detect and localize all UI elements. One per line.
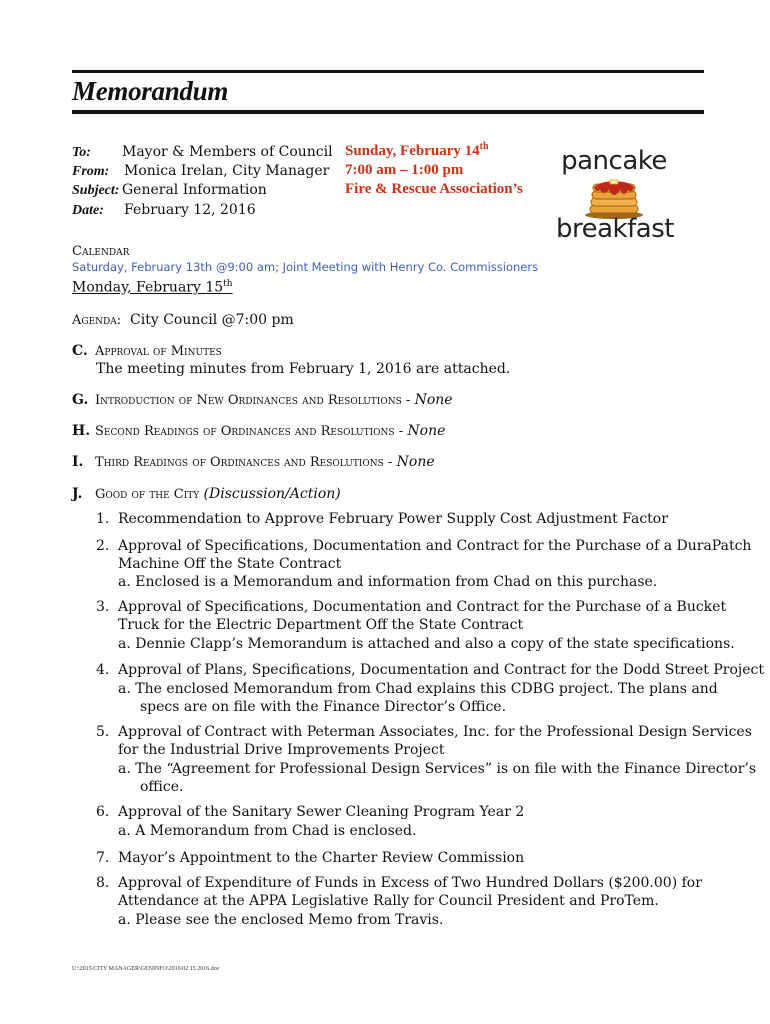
section-g: G. Introduction of New Ordinances and Resolutions - None [72,392,453,408]
calendar-heading: Calendar [72,244,130,259]
monday-heading: Monday, February 15th [72,279,233,296]
item-5-sub-a-line-2: office. [140,779,184,795]
item-7: Mayor’s Appointment to the Charter Review Commission [118,850,525,866]
pancake-breakfast-logo [556,142,672,246]
item-2-line-1: Approval of Specifications, Documentation and Contract for the Purchase of a DuraPatch [118,538,752,554]
calendar-meeting: Saturday, February 13th @9:00 am; Joint Meeting with Henry Co. Commissioners [72,260,539,274]
event-time: 7:00 am – 1:00 pm [345,162,464,178]
footer-file-path: U:\2015\CITY MANAGER\GENINFO\2016\02 15 2016.doc [72,966,220,972]
item-7-number: 7. [96,850,110,866]
logo-word-top: pancake [561,146,667,176]
item-8-sub-a: a. Please see the enclosed Memo from Travis. [118,912,444,928]
item-2-number: 2. [96,538,110,554]
item-5-line-2: for the Industrial Drive Improvements Project [118,742,445,758]
item-6: Approval of the Sanitary Sewer Cleaning Program Year 2 [118,804,525,820]
item-4-number: 4. [96,662,110,678]
to-label: To: [72,145,91,160]
item-6-sub-a: a. A Memorandum from Chad is enclosed. [118,823,417,839]
item-1: Recommendation to Approve February Power Supply Cost Adjustment Factor [118,511,668,527]
item-4-sub-a-line-1: a. The enclosed Memorandum from Chad explains this CDBG project. The plans and [118,681,718,697]
logo-word-bottom: breakfast [556,214,674,244]
item-6-number: 6. [96,804,110,820]
title-rule [72,110,704,114]
subject-value: General Information [122,182,267,198]
from-value: Monica Irelan, City Manager [124,163,330,179]
memo-title: Memorandum [72,76,229,106]
agenda-line [72,312,294,328]
date-label: Date: [72,203,104,218]
section-j: J. Good of the City (Discussion/Action) [72,486,341,502]
section-h: H. Second Readings of Ordinances and Resolutions - None [72,423,446,439]
event-date: Sunday, February 14 [345,143,480,159]
top-rule [72,70,704,73]
item-2-line-2: Machine Off the State Contract [118,556,342,572]
item-5-number: 5. [96,724,110,740]
from-label: From: [72,164,110,179]
item-8-line-2: Attendance at the APPA Legislative Rally for Council President and ProTem. [118,893,659,909]
section-c: C. Approval of Minutes [72,343,222,359]
section-i: I. Third Readings of Ordinances and Resolutions - None [72,454,435,470]
item-4-sub-a-line-2: specs are on file with the Finance Director’s Office. [140,699,507,715]
item-3-sub-a: a. Dennie Clapp’s Memorandum is attached and also a copy of the state specifications. [118,636,735,652]
event-date-suffix: th [479,141,489,152]
item-4: Approval of Plans, Specifications, Documentation and Contract for the Dodd Street Project [118,662,764,678]
item-3-line-2: Truck for the Electric Department Off the State Contract [118,617,524,633]
agenda-label: Agenda: [72,313,122,328]
item-5-line-1: Approval of Contract with Peterman Associates, Inc. for the Professional Design Services [118,724,752,740]
item-2-sub-a: a. Enclosed is a Memorandum and information from Chad on this purchase. [118,574,658,590]
item-3-line-1: Approval of Specifications, Documentation and Contract for the Purchase of a Bucket [118,599,727,615]
item-3-number: 3. [96,599,110,615]
agenda-value: City Council @7:00 pm [130,312,294,328]
item-8-number: 8. [96,875,110,891]
section-c-body: The meeting minutes from February 1, 2016 are attached. [96,361,511,377]
item-5-sub-a-line-1: a. The “Agreement for Professional Design Services” is on file with the Finance Director’s [118,761,757,777]
to-value: Mayor & Members of Council [122,144,333,160]
event-notice [345,137,523,199]
subject-label: Subject: [72,183,120,198]
item-8-line-1: Approval of Expenditure of Funds in Excess of Two Hundred Dollars ($200.00) for [118,875,702,891]
item-1-number: 1. [96,511,110,527]
event-host: Fire & Rescue Association’s [345,181,523,197]
date-value: February 12, 2016 [124,202,256,218]
